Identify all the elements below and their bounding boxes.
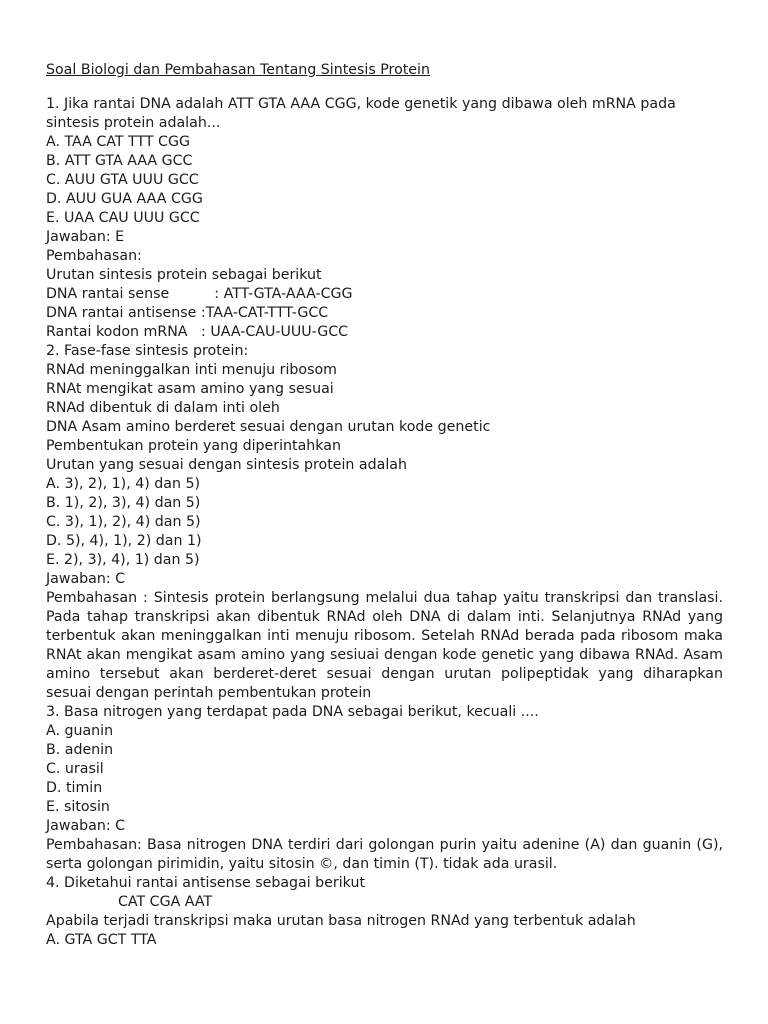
option-c: C. AUU GTA UUU GCC [46,172,199,188]
option-a: A. TAA CAT TTT CGG [46,134,190,150]
question-4 [46,874,723,950]
document-page [46,61,723,950]
option-d: D. AUU GUA AAA CGG [46,191,203,207]
phase-item: RNAt mengikat asam amino yang sesuai [46,381,334,397]
option-a: A. 3), 2), 1), 4) dan 5) [46,476,201,492]
option-a: A. guanin [46,723,114,739]
option-e: E. sitosin [46,799,110,815]
mrna-codon-strand: Rantai kodon mRNA : UAA-CAU-UUU-GCC [46,324,349,340]
answer: Jawaban: E [46,229,125,245]
question-4-prompt: Apabila terjadi transkripsi maka urutan basa nitrogen RNAd yang terbentuk adalah [46,913,636,929]
discussion-intro: Urutan sintesis protein sebagai berikut [46,267,322,283]
discussion-paragraph: Pembahasan: Basa nitrogen DNA terdiri dari golongan purin yaitu adenine (A) dan guanin (G), serta golongan pirimidin, yaitu sitosin ©, dan timin (T). tidak ada urasil. [46,837,723,872]
phase-item: DNA Asam amino berderet sesuai dengan urutan kode genetic [46,419,491,435]
dna-antisense-strand: DNA rantai antisense :TAA-CAT-TTT-GCC [46,305,329,321]
option-b: B. ATT GTA AAA GCC [46,153,193,169]
answer: Jawaban: C [46,571,126,587]
option-b: B. 1), 2), 3), 4) dan 5) [46,495,201,511]
question-1 [46,95,723,342]
question-1-text: 1. Jika rantai DNA adalah ATT GTA AAA CGG, kode genetik yang dibawa oleh mRNA pada sintesis protein adalah... [46,96,676,131]
discussion-paragraph: Pembahasan : Sintesis protein berlangsung melalui dua tahap yaitu transkripsi dan translasi. Pada tahap transkripsi akan dibentuk RNAd oleh DNA di dalam inti. Selanjutnya RNAd yang terbentuk akan meninggalkan inti menuju ribosom. Setelah RNAd berada pada ribosom maka RNAt akan mengikat asam amino yang sesiuai dengan kode genetic yang dibawa RNAd. Asam amino tersebut akan berderet-deret sesuai dengan urutan polipeptidak yang diharapkan sesuai dengan perintah pembentukan protein [46,590,723,701]
question-3 [46,703,723,874]
discussion-label: Pembahasan: [46,248,142,264]
option-d: D. 5), 4), 1), 2) dan 1) [46,533,202,549]
option-a: A. GTA GCT TTA [46,932,157,948]
question-3-text: 3. Basa nitrogen yang terdapat pada DNA sebagai berikut, kecuali .... [46,704,539,720]
document-title: Soal Biologi dan Pembahasan Tentang Sintesis Protein [46,62,430,78]
option-b: B. adenin [46,742,114,758]
answer: Jawaban: C [46,818,126,834]
option-e: E. UAA CAU UUU GCC [46,210,200,226]
option-c: C. urasil [46,761,104,777]
question-2-text: 2. Fase-fase sintesis protein: [46,343,249,359]
option-d: D. timin [46,780,103,796]
question-2 [46,342,723,703]
phase-item: RNAd meninggalkan inti menuju ribosom [46,362,338,378]
option-c: C. 3), 1), 2), 4) dan 5) [46,514,201,530]
question-4-text: 4. Diketahui rantai antisense sebagai berikut [46,875,366,891]
question-2-prompt: Urutan yang sesuai dengan sintesis protein adalah [46,457,407,473]
phase-item: RNAd dibentuk di dalam inti oleh [46,400,280,416]
option-e: E. 2), 3), 4), 1) dan 5) [46,552,200,568]
phase-item: Pembentukan protein yang diperintahkan [46,438,341,454]
antisense-sequence: CAT CGA AAT [118,894,213,910]
dna-sense-strand: DNA rantai sense : ATT-GTA-AAA-CGG [46,286,353,302]
